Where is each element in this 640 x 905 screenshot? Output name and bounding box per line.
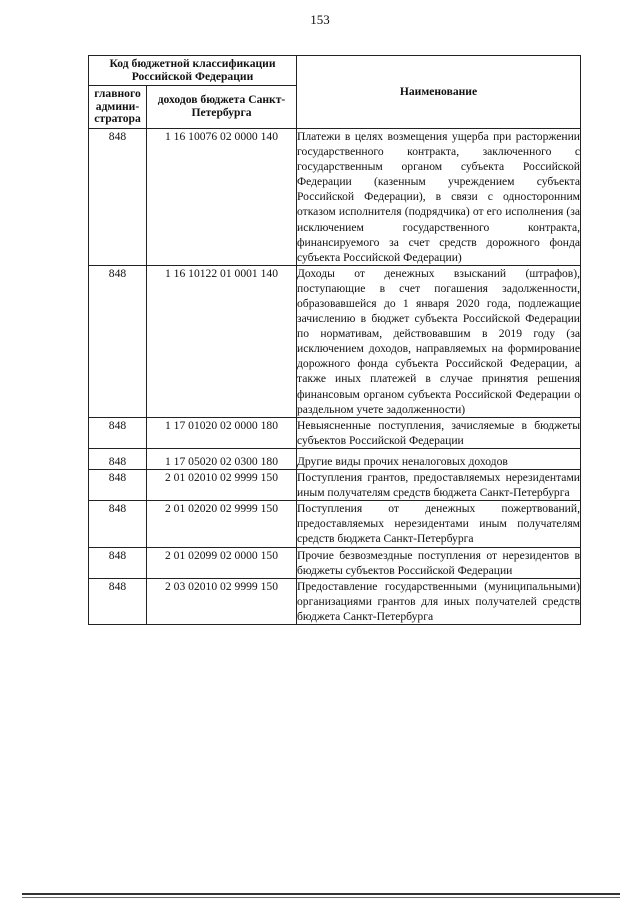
- admin-code-cell: 848: [89, 265, 147, 417]
- revenue-code-cell: 1 16 10076 02 0000 140: [147, 128, 297, 265]
- admin-code-cell: 848: [89, 128, 147, 265]
- page-number: 153: [310, 12, 330, 27]
- admin-code-cell: 848: [89, 547, 147, 578]
- table-row: [89, 501, 581, 547]
- table-row: [89, 128, 581, 265]
- table-row: [89, 265, 581, 417]
- footer-divider-thin: [22, 897, 620, 898]
- admin-code-cell: 848: [89, 501, 147, 547]
- table-row: [89, 417, 581, 448]
- revenue-code-cell: 1 17 05020 02 0300 180: [147, 448, 297, 469]
- revenue-code-cell: 1 16 10122 01 0001 140: [147, 265, 297, 417]
- name-cell: Другие виды прочих неналоговых доходов: [297, 448, 581, 469]
- revenue-code-cell: 1 17 01020 02 0000 180: [147, 417, 297, 448]
- revenue-column-header: доходов бюджета Санкт-Петербурга: [147, 86, 297, 129]
- classification-group-header: Код бюджетной классификации Российской Федерации: [89, 56, 297, 86]
- name-cell: Прочие безвозмездные поступления от нерезидентов в бюджеты субъектов Российской Федерации: [297, 548, 580, 577]
- revenue-code-cell: 2 01 02010 02 9999 150: [147, 470, 297, 501]
- footer-divider: [22, 893, 620, 895]
- table-row: [89, 578, 581, 624]
- name-cell: Платежи в целях возмещения ущерба при расторжении государственного контракта, заключенного с государственным органом субъекта Российской Федерации (казенным учреждением субъекта Российской Федерации), в связи с односторонним отказом исполнителя (подрядчика) от его исполнения (за исключением государственного контракта, финансируемого за счет средств дорожного фонда субъекта Российской Федерации): [297, 129, 580, 264]
- revenue-code-cell: 2 03 02010 02 9999 150: [147, 578, 297, 624]
- name-cell: Невыясненные поступления, зачисляемые в бюджеты субъектов Российской Федерации: [297, 418, 580, 447]
- admin-code-cell: 848: [89, 448, 147, 469]
- admin-code-cell: 848: [89, 578, 147, 624]
- table-row: [89, 547, 581, 578]
- revenue-code-cell: 2 01 02099 02 0000 150: [147, 547, 297, 578]
- table-row: [89, 470, 581, 501]
- name-cell: Поступления грантов, предоставляемых нерезидентами иным получателям средств бюджета Санкт-Петербурга: [297, 471, 580, 500]
- budget-classification-table: [88, 55, 581, 625]
- name-cell: Предоставление государственными (муниципальными) организациями грантов для иных получателей средств бюджета Санкт-Петербурга: [297, 579, 580, 623]
- admin-code-cell: 848: [89, 417, 147, 448]
- admin-column-header: главного админи-стратора: [89, 86, 147, 129]
- table-row: [89, 448, 581, 469]
- admin-code-cell: 848: [89, 470, 147, 501]
- name-column-header: Наименование: [297, 56, 581, 129]
- name-cell: Поступления от денежных пожертвований, предоставляемых нерезидентами иным получателям средств бюджета Санкт-Петербурга: [297, 502, 580, 546]
- name-cell: Доходы от денежных взысканий (штрафов), поступающие в счет погашения задолженности, образовавшейся до 1 января 2020 года, подлежащие зачислению в бюджет субъекта Российской Федерации по нормативам, действовавшим в 2019 году (за исключением доходов, направляемых на формирование дорожного фонда субъекта Российской Федерации, а также иных платежей в случае принятия решения финансовым органом субъекта Российской Федерации о раздельном учете задолженности): [297, 266, 580, 416]
- revenue-code-cell: 2 01 02020 02 9999 150: [147, 501, 297, 547]
